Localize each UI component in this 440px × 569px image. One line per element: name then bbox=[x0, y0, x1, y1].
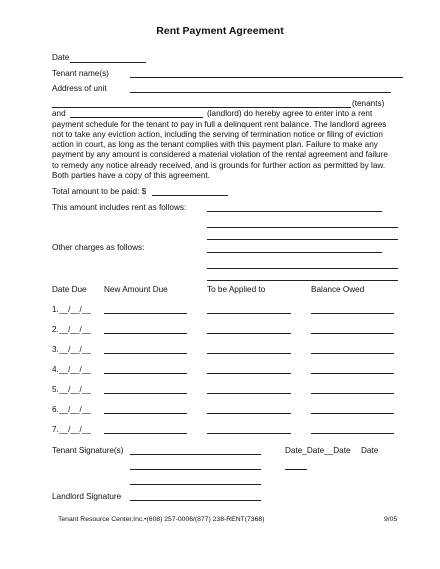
row-balance-line[interactable] bbox=[311, 313, 394, 314]
other-charges-label: Other charges as follows: bbox=[52, 243, 145, 252]
rent-includes-line[interactable] bbox=[207, 211, 382, 212]
row-amount-line[interactable] bbox=[104, 433, 187, 434]
row-number: 5. bbox=[52, 385, 59, 394]
agreement-paragraph bbox=[52, 120, 397, 182]
header-balance-owed: Balance Owed bbox=[311, 285, 365, 294]
tenants-label: (tenants) bbox=[352, 99, 385, 108]
landlord-signature-label: Landlord Signature bbox=[52, 492, 122, 501]
row-date-field[interactable]: __/__/__ bbox=[59, 425, 91, 434]
signature-dates-label: Date_Date__Date bbox=[285, 446, 351, 455]
other-charges-line[interactable] bbox=[207, 268, 398, 269]
row-date-field[interactable]: __/__/__ bbox=[59, 405, 91, 414]
row-amount-line[interactable] bbox=[104, 373, 187, 374]
rent-includes-label: This amount includes rent as follows: bbox=[52, 203, 187, 212]
paragraph-line: Both parties have a copy of this agreement. bbox=[52, 170, 210, 180]
paragraph-line: to remedy any notice already received, and is grounds for further action as permitted by law. bbox=[52, 160, 386, 170]
row-amount-line[interactable] bbox=[104, 333, 187, 334]
row-applied-line[interactable] bbox=[207, 393, 291, 394]
row-amount-line[interactable] bbox=[104, 313, 187, 314]
other-charges-line[interactable] bbox=[207, 252, 382, 253]
row-balance-line[interactable] bbox=[311, 353, 394, 354]
paragraph-line: not to take any eviction action, including the serving of termination notice or filing of eviction bbox=[52, 129, 383, 139]
paragraph-line: action in court, as long as the tenant complies with this payment plan. Failure to make any bbox=[52, 140, 378, 150]
tenants-field-line[interactable] bbox=[52, 107, 351, 108]
row-applied-line[interactable] bbox=[207, 353, 291, 354]
row-balance-line[interactable] bbox=[311, 433, 394, 434]
row-number: 4. bbox=[52, 365, 59, 374]
row-applied-line[interactable] bbox=[207, 373, 291, 374]
date-label: Date bbox=[52, 53, 70, 62]
header-to-be-applied: To be Applied to bbox=[207, 285, 266, 294]
row-number: 7. bbox=[52, 425, 59, 434]
header-new-amount-due: New Amount Due bbox=[104, 285, 168, 294]
address-field-line[interactable] bbox=[130, 92, 391, 93]
header-date-due: Date Due bbox=[52, 285, 87, 294]
tenant-names-label: Tenant name(s) bbox=[52, 69, 109, 78]
tenant-names-field-line[interactable] bbox=[130, 77, 403, 78]
signature-date-label: Date bbox=[361, 446, 379, 455]
total-amount-field-line[interactable] bbox=[152, 195, 228, 196]
footer-version: 9/05 bbox=[384, 516, 398, 523]
row-number: 2. bbox=[52, 325, 59, 334]
tenant-signature-label: Tenant Signature(s) bbox=[52, 446, 124, 455]
date-field-line[interactable] bbox=[70, 62, 146, 63]
row-applied-line[interactable] bbox=[207, 313, 291, 314]
row-applied-line[interactable] bbox=[207, 413, 291, 414]
row-applied-line[interactable] bbox=[207, 333, 291, 334]
row-balance-line[interactable] bbox=[311, 333, 394, 334]
tenant-signature-line[interactable] bbox=[130, 469, 261, 470]
other-charges-line[interactable] bbox=[207, 239, 398, 240]
row-date-field[interactable]: __/__/__ bbox=[59, 385, 91, 394]
signature-date-line[interactable] bbox=[285, 469, 307, 470]
total-amount-label: Total amount to be paid: $ bbox=[52, 187, 147, 196]
row-balance-line[interactable] bbox=[311, 373, 394, 374]
other-charges-line[interactable] bbox=[207, 280, 398, 281]
row-balance-line[interactable] bbox=[311, 393, 394, 394]
row-amount-line[interactable] bbox=[104, 393, 187, 394]
row-applied-line[interactable] bbox=[207, 433, 291, 434]
row-date-field[interactable]: __/__/__ bbox=[59, 365, 91, 374]
and-label: and bbox=[52, 109, 66, 118]
landlord-inline-text: (landlord) do hereby agree to enter into a rent bbox=[207, 109, 373, 118]
row-amount-line[interactable] bbox=[104, 413, 187, 414]
landlord-field-line[interactable] bbox=[70, 117, 203, 118]
tenant-signature-line[interactable] bbox=[130, 484, 261, 485]
row-date-field[interactable]: __/__/__ bbox=[59, 345, 91, 354]
row-number: 3. bbox=[52, 345, 59, 354]
address-label: Address of unit bbox=[52, 84, 107, 93]
row-balance-line[interactable] bbox=[311, 413, 394, 414]
row-date-field[interactable]: __/__/__ bbox=[59, 305, 91, 314]
row-number: 1. bbox=[52, 305, 59, 314]
paragraph-line: payment schedule for the tenant to pay in full a delinquent rent balance. The landlord agrees bbox=[52, 119, 387, 129]
page-title: Rent Payment Agreement bbox=[156, 25, 284, 37]
row-number: 6. bbox=[52, 405, 59, 414]
row-date-field[interactable]: __/__/__ bbox=[59, 325, 91, 334]
landlord-signature-line[interactable] bbox=[130, 500, 261, 501]
tenant-signature-line[interactable] bbox=[130, 454, 261, 455]
paragraph-line: payment by any amount is considered a material violation of the rental agreement and failure bbox=[52, 150, 388, 160]
other-charges-line[interactable] bbox=[207, 227, 398, 228]
row-amount-line[interactable] bbox=[104, 353, 187, 354]
footer-organization: Tenant Resource Center,Inc.•(608) 257-0006/(877) 238-RENT(7368) bbox=[58, 516, 265, 523]
